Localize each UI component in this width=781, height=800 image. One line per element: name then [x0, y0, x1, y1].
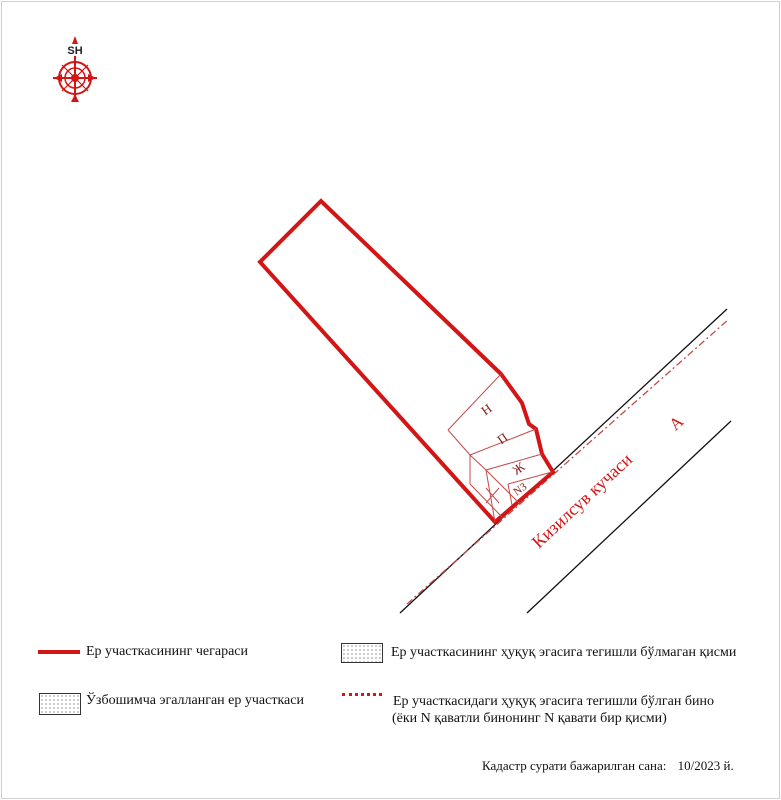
- survey-date: [482, 758, 742, 774]
- cross-mark: [486, 488, 499, 503]
- room-label-n: Н: [478, 400, 495, 419]
- street-name: Кизилсув кучаси: [527, 449, 637, 553]
- legend-not-owned-text: Ер участкасининг ҳуқуқ эгасига тегишли бўлмаган қисми: [391, 645, 737, 660]
- legend-building-text-2: (ёки N қаватли бинонинг N қавати бир қисми): [392, 711, 667, 726]
- plot-subdivisions: [448, 374, 552, 522]
- legend-building-text-1: Ер участкасидаги ҳуқуқ эгасига тегишли бўлган бино: [393, 694, 714, 709]
- zone-label: A: [665, 411, 688, 435]
- legend-building-swatch: [342, 693, 382, 696]
- room-label-p: П: [494, 429, 511, 448]
- plot-boundary: [260, 201, 553, 522]
- compass-label: SH: [67, 45, 83, 57]
- room-label-zh: Ж: [509, 458, 528, 478]
- survey-date-value: 10/2023 й.: [677, 758, 734, 773]
- street-edge-dashed: [407, 319, 729, 604]
- legend-not-owned-swatch: [341, 643, 383, 663]
- legend-boundary-swatch: [38, 650, 80, 654]
- legend-additional-text: Ўзбошимча эгалланган ер участкаси: [86, 693, 304, 708]
- compass-icon: [53, 36, 97, 102]
- survey-date-label: Кадастр сурати бажарилган сана:: [482, 758, 667, 773]
- street: [400, 309, 731, 613]
- legend-additional-swatch: [39, 693, 81, 715]
- room-label-n3: N3: [511, 480, 530, 499]
- legend-boundary-text: Ер участкасининг чегараси: [86, 644, 248, 659]
